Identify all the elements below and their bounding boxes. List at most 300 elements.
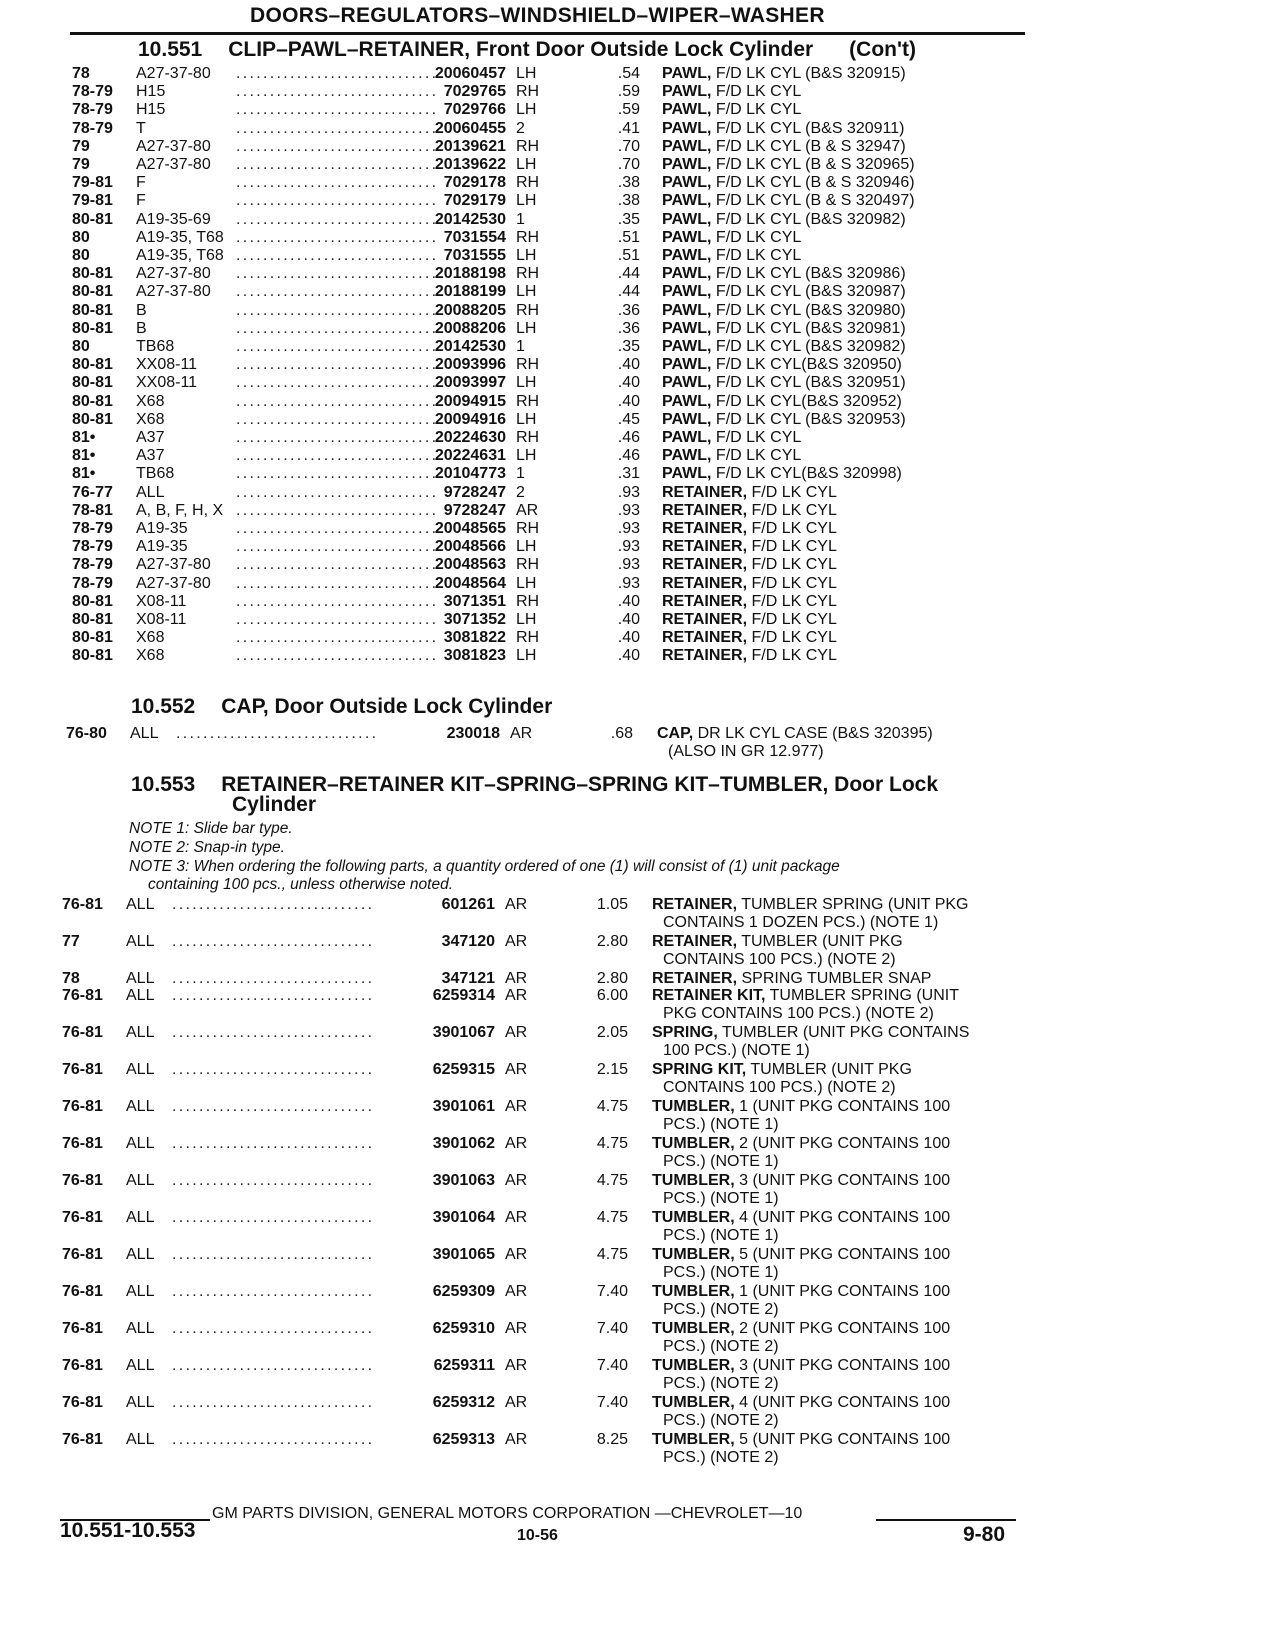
quantity: 2 bbox=[516, 119, 525, 137]
description-keyword: TUMBLER, bbox=[652, 1394, 735, 1411]
part-number: 20060457 bbox=[434, 65, 506, 82]
price: .68 bbox=[610, 725, 633, 742]
price: 7.40 bbox=[596, 1283, 628, 1300]
quantity: LH bbox=[516, 319, 537, 337]
quantity: AR bbox=[505, 1061, 528, 1078]
description bbox=[652, 1023, 969, 1042]
description-text: 5 (UNIT PKG CONTAINS 100 bbox=[734, 1431, 951, 1448]
description-keyword: PAWL, bbox=[662, 156, 712, 173]
part-row bbox=[0, 246, 1280, 265]
quantity: LH bbox=[516, 247, 537, 264]
part-row bbox=[0, 100, 1280, 119]
year-range: 80 bbox=[72, 247, 90, 264]
description bbox=[652, 1245, 950, 1264]
description-keyword: TUMBLER, bbox=[652, 1283, 735, 1300]
description-text: F/D LK CYL bbox=[747, 574, 837, 592]
description-keyword: RETAINER, bbox=[662, 629, 748, 647]
model-codes: ALL bbox=[126, 1283, 155, 1300]
part-row bbox=[0, 986, 1280, 1022]
model-codes: A27-37-80 bbox=[136, 556, 211, 574]
description bbox=[652, 1060, 912, 1079]
quantity: LH bbox=[516, 410, 537, 428]
description bbox=[662, 301, 906, 320]
quantity: AR bbox=[505, 1024, 528, 1041]
part-row bbox=[0, 392, 1280, 411]
description-keyword: PAWL, bbox=[662, 465, 712, 483]
part-number: 3071352 bbox=[443, 611, 506, 628]
part-number: 20139621 bbox=[434, 137, 506, 155]
description-keyword: PAWL, bbox=[662, 101, 712, 119]
description-text: F/D LK CYL(B&S 320998) bbox=[711, 465, 902, 483]
description bbox=[662, 319, 906, 338]
description-continued: PCS.) (NOTE 1) bbox=[663, 1264, 779, 1281]
dot-leader: .............................. bbox=[236, 247, 439, 264]
model-codes: F bbox=[136, 192, 146, 210]
year-range: 76-81 bbox=[62, 1135, 103, 1152]
section-552-heading bbox=[131, 695, 552, 719]
model-codes: ALL bbox=[126, 1024, 155, 1041]
description-text: 1 (UNIT PKG CONTAINS 100 bbox=[734, 1098, 951, 1115]
part-row bbox=[0, 428, 1280, 447]
quantity: AR bbox=[510, 725, 533, 742]
part-row bbox=[0, 1393, 1280, 1429]
description bbox=[662, 337, 906, 356]
quantity: AR bbox=[505, 1394, 528, 1411]
model-codes: A27-37-80 bbox=[136, 265, 211, 283]
description bbox=[662, 191, 915, 210]
description-text: F/D LK CYL bbox=[747, 520, 837, 537]
description-keyword: TUMBLER, bbox=[652, 1246, 735, 1263]
year-range: 78 bbox=[62, 970, 80, 987]
dot-leader: .............................. bbox=[236, 592, 439, 610]
quantity: LH bbox=[516, 156, 537, 173]
part-number: 20048565 bbox=[434, 520, 506, 537]
part-number: 20142530 bbox=[434, 210, 506, 228]
part-number: 20104773 bbox=[434, 465, 506, 483]
part-row bbox=[0, 519, 1280, 538]
price: .41 bbox=[617, 119, 640, 137]
quantity: RH bbox=[516, 301, 540, 319]
section-continued: (Con't) bbox=[849, 38, 916, 61]
year-range: 81• bbox=[72, 429, 96, 446]
year-range: 80-81 bbox=[72, 319, 113, 337]
part-number: 6259315 bbox=[432, 1061, 495, 1078]
part-number: 7031554 bbox=[443, 228, 506, 246]
description-keyword: PAWL, bbox=[662, 429, 712, 446]
description bbox=[652, 1282, 950, 1301]
price: 6.00 bbox=[596, 987, 628, 1004]
dot-leader: .............................. bbox=[236, 83, 439, 101]
model-codes: ALL bbox=[126, 970, 155, 987]
page-header-title: DOORS–REGULATORS–WINDSHIELD–WIPER–WASHER bbox=[250, 4, 825, 27]
price: .40 bbox=[617, 374, 640, 392]
description bbox=[662, 574, 837, 593]
description-text: F/D LK CYL bbox=[711, 247, 802, 264]
year-range: 79 bbox=[72, 137, 90, 155]
year-range: 76-81 bbox=[62, 1320, 103, 1337]
part-row bbox=[0, 1097, 1280, 1133]
section-553-heading bbox=[131, 773, 938, 817]
description bbox=[652, 986, 959, 1005]
part-number: 3071351 bbox=[443, 592, 506, 610]
part-row bbox=[0, 319, 1280, 338]
description-keyword: RETAINER, bbox=[652, 933, 738, 950]
part-row bbox=[0, 446, 1280, 465]
description-text: TUMBLER (UNIT PKG bbox=[746, 1061, 912, 1078]
quantity: RH bbox=[516, 174, 540, 192]
price: .38 bbox=[617, 192, 640, 210]
description bbox=[652, 895, 969, 914]
description-continued: PCS.) (NOTE 2) bbox=[663, 1449, 779, 1466]
description-text: F/D LK CYL (B & S 320946) bbox=[711, 174, 915, 192]
year-range: 80-81 bbox=[72, 392, 113, 410]
description bbox=[662, 100, 801, 119]
footer-date: 9-80 bbox=[963, 1523, 1006, 1546]
part-row bbox=[0, 355, 1280, 374]
description bbox=[662, 592, 837, 611]
model-codes: A37 bbox=[136, 429, 165, 446]
price: .40 bbox=[617, 647, 640, 665]
description-text: TUMBLER SPRING (UNIT PKG bbox=[737, 896, 969, 913]
part-row bbox=[0, 724, 1280, 760]
description-keyword: CAP, bbox=[657, 725, 694, 742]
price: .40 bbox=[617, 392, 640, 410]
dot-leader: .............................. bbox=[236, 174, 439, 192]
part-number: 230018 bbox=[446, 725, 500, 742]
description-keyword: PAWL, bbox=[662, 174, 712, 192]
description-keyword: TUMBLER, bbox=[652, 1357, 735, 1374]
description bbox=[662, 64, 906, 83]
description-text: F/D LK CYL bbox=[747, 483, 837, 501]
model-codes: A, B, F, H, X bbox=[136, 501, 224, 519]
description bbox=[662, 228, 801, 247]
quantity: AR bbox=[505, 1246, 528, 1263]
year-range: 76-81 bbox=[62, 1246, 103, 1263]
price: .35 bbox=[617, 338, 640, 355]
price: .70 bbox=[617, 137, 640, 155]
dot-leader: .............................. bbox=[172, 1394, 375, 1411]
model-codes: ALL bbox=[126, 933, 155, 950]
dot-leader: .............................. bbox=[236, 119, 439, 137]
description-text: 5 (UNIT PKG CONTAINS 100 bbox=[734, 1246, 951, 1263]
price: .93 bbox=[617, 538, 640, 556]
price: .40 bbox=[617, 592, 640, 610]
part-row bbox=[0, 228, 1280, 247]
part-row bbox=[0, 646, 1280, 665]
description-keyword: PAWL, bbox=[662, 65, 712, 82]
year-range: 80-81 bbox=[72, 265, 113, 283]
description-keyword: PAWL, bbox=[662, 374, 712, 392]
description-continued: PCS.) (NOTE 2) bbox=[663, 1301, 779, 1318]
year-range: 78-79 bbox=[72, 574, 113, 592]
model-codes: A27-37-80 bbox=[136, 156, 211, 173]
quantity: AR bbox=[505, 896, 528, 913]
dot-leader: .............................. bbox=[172, 1135, 375, 1152]
part-number: 20094915 bbox=[434, 392, 506, 410]
description-keyword: RETAINER, bbox=[662, 574, 748, 592]
description-text: F/D LK CYL bbox=[711, 83, 802, 101]
quantity: RH bbox=[516, 392, 540, 410]
price: .54 bbox=[617, 65, 640, 82]
description bbox=[662, 355, 902, 374]
model-codes: TB68 bbox=[136, 338, 175, 355]
model-codes: A19-35-69 bbox=[136, 210, 211, 228]
quantity: LH bbox=[516, 574, 537, 592]
price: .93 bbox=[617, 574, 640, 592]
part-row bbox=[0, 1282, 1280, 1318]
description-keyword: PAWL, bbox=[662, 210, 712, 228]
dot-leader: .............................. bbox=[172, 970, 375, 987]
footer-page-number: 10-56 bbox=[517, 1527, 558, 1544]
price: .45 bbox=[617, 410, 640, 428]
part-row bbox=[0, 301, 1280, 320]
year-range: 77 bbox=[62, 933, 80, 950]
description-keyword: RETAINER, bbox=[662, 611, 748, 628]
description-keyword: TUMBLER, bbox=[652, 1135, 735, 1152]
note-3-line2: containing 100 pcs., unless otherwise noted. bbox=[148, 876, 454, 893]
model-codes: ALL bbox=[126, 1357, 155, 1374]
part-row bbox=[0, 628, 1280, 647]
quantity: AR bbox=[505, 1098, 528, 1115]
description-text: F/D LK CYL(B&S 320950) bbox=[711, 356, 902, 374]
description-text: F/D LK CYL (B & S 320965) bbox=[711, 156, 915, 173]
description-continued: CONTAINS 100 PCS.) (NOTE 2) bbox=[663, 1079, 896, 1096]
description bbox=[662, 555, 837, 574]
footer-division: GM PARTS DIVISION, GENERAL MOTORS CORPORATION —CHEVROLET—10 bbox=[212, 1505, 803, 1522]
price: 7.40 bbox=[596, 1394, 628, 1411]
part-row bbox=[0, 264, 1280, 283]
model-codes: ALL bbox=[126, 1209, 155, 1226]
description bbox=[662, 264, 906, 283]
year-range: 80-81 bbox=[72, 611, 113, 628]
description bbox=[652, 1171, 950, 1190]
part-row bbox=[0, 932, 1280, 968]
model-codes: A19-35, T68 bbox=[136, 247, 224, 264]
description-text: F/D LK CYL (B&S 320953) bbox=[711, 410, 906, 428]
year-range: 76-81 bbox=[62, 896, 103, 913]
part-number: 20088206 bbox=[434, 319, 506, 337]
price: .93 bbox=[617, 520, 640, 537]
description-text: TUMBLER (UNIT PKG bbox=[737, 933, 903, 950]
year-range: 81• bbox=[72, 465, 96, 483]
part-number: 7031555 bbox=[443, 247, 506, 264]
part-row bbox=[0, 895, 1280, 931]
description-continued: CONTAINS 1 DOZEN PCS.) (NOTE 1) bbox=[663, 914, 939, 931]
description bbox=[662, 82, 801, 101]
price: .51 bbox=[617, 228, 640, 246]
description bbox=[652, 1134, 950, 1153]
description-continued: PKG CONTAINS 100 PCS.) (NOTE 2) bbox=[663, 1005, 934, 1022]
dot-leader: .............................. bbox=[172, 1098, 375, 1115]
model-codes: A37 bbox=[136, 447, 165, 465]
quantity: 2 bbox=[516, 483, 525, 501]
description bbox=[662, 392, 902, 411]
part-row bbox=[0, 173, 1280, 192]
description-continued: PCS.) (NOTE 1) bbox=[663, 1116, 779, 1133]
quantity: AR bbox=[505, 933, 528, 950]
part-number: 3901061 bbox=[432, 1098, 495, 1115]
description-text: F/D LK CYL (B&S 320981) bbox=[711, 319, 906, 337]
footer-rule-right bbox=[876, 1519, 1016, 1521]
year-range: 76-77 bbox=[72, 483, 113, 501]
section-number: 10.552 bbox=[131, 695, 196, 718]
part-number: 6259310 bbox=[432, 1320, 495, 1337]
description bbox=[662, 501, 837, 520]
dot-leader: .............................. bbox=[172, 1024, 375, 1041]
price: .93 bbox=[617, 483, 640, 501]
description bbox=[662, 628, 837, 647]
price: .46 bbox=[617, 429, 640, 446]
year-range: 78-79 bbox=[72, 119, 113, 137]
year-range: 80-81 bbox=[72, 374, 113, 392]
year-range: 80-81 bbox=[72, 210, 113, 228]
part-number: 20088205 bbox=[434, 301, 506, 319]
part-number: 3901063 bbox=[432, 1172, 495, 1189]
description-text: F/D LK CYL bbox=[747, 501, 837, 519]
model-codes: ALL bbox=[126, 1431, 155, 1448]
price: .70 bbox=[617, 156, 640, 173]
dot-leader: .............................. bbox=[236, 556, 439, 574]
description bbox=[662, 483, 837, 502]
quantity: AR bbox=[505, 970, 528, 987]
part-row bbox=[0, 464, 1280, 483]
year-range: 76-81 bbox=[62, 1283, 103, 1300]
part-row bbox=[0, 1356, 1280, 1392]
description-text: F/D LK CYL (B & S 320497) bbox=[711, 192, 915, 210]
model-codes: A19-35, T68 bbox=[136, 228, 224, 246]
description bbox=[662, 173, 915, 192]
description-keyword: PAWL, bbox=[662, 392, 712, 410]
price: .59 bbox=[617, 83, 640, 101]
part-number: 6259309 bbox=[432, 1283, 495, 1300]
year-range: 78-79 bbox=[72, 538, 113, 556]
model-codes: X68 bbox=[136, 629, 165, 647]
description-keyword: PAWL, bbox=[662, 247, 712, 264]
dot-leader: .............................. bbox=[236, 65, 439, 82]
year-range: 78-79 bbox=[72, 556, 113, 574]
dot-leader: .............................. bbox=[176, 725, 379, 742]
description bbox=[662, 119, 904, 138]
part-row bbox=[0, 574, 1280, 593]
note-3-line1: NOTE 3: When ordering the following parts, a quantity ordered of one (1) will consist of (1) unit package bbox=[129, 858, 840, 875]
year-range: 76-81 bbox=[62, 1394, 103, 1411]
part-number: 6259313 bbox=[432, 1431, 495, 1448]
description-keyword: PAWL, bbox=[662, 83, 712, 101]
price: 8.25 bbox=[596, 1431, 628, 1448]
model-codes: X08-11 bbox=[136, 592, 187, 610]
part-number: 9728247 bbox=[443, 501, 506, 519]
section-title: RETAINER–RETAINER KIT–SPRING–SPRING KIT–TUMBLER, Door Lock bbox=[221, 773, 939, 796]
description bbox=[662, 464, 902, 483]
description-text: DR LK CYL CASE (B&S 320395) bbox=[693, 725, 933, 742]
part-number: 20139622 bbox=[434, 156, 506, 173]
description-continued: PCS.) (NOTE 2) bbox=[663, 1412, 779, 1429]
description-keyword: RETAINER, bbox=[662, 483, 748, 501]
dot-leader: .............................. bbox=[172, 1246, 375, 1263]
quantity: RH bbox=[516, 429, 540, 446]
description-continued: PCS.) (NOTE 2) bbox=[663, 1338, 779, 1355]
part-number: 20093996 bbox=[434, 356, 506, 374]
year-range: 76-81 bbox=[62, 1431, 103, 1448]
section-number: 10.553 bbox=[131, 773, 196, 796]
part-number: 6259311 bbox=[433, 1357, 495, 1374]
model-codes: XX08-11 bbox=[136, 356, 198, 374]
price: .46 bbox=[617, 447, 640, 465]
description bbox=[652, 1319, 950, 1338]
description-keyword: PAWL, bbox=[662, 338, 712, 355]
description-text: 4 (UNIT PKG CONTAINS 100 bbox=[734, 1394, 951, 1411]
header-rule bbox=[70, 32, 1025, 35]
description-text: TUMBLER (UNIT PKG CONTAINS bbox=[717, 1024, 970, 1041]
part-number: 347120 bbox=[441, 933, 495, 950]
model-codes: ALL bbox=[126, 1394, 155, 1411]
description bbox=[652, 1208, 950, 1227]
quantity: AR bbox=[505, 1357, 528, 1374]
description bbox=[652, 1356, 950, 1375]
part-number: 7029766 bbox=[443, 101, 506, 119]
year-range: 78-79 bbox=[72, 101, 113, 119]
quantity: RH bbox=[516, 520, 540, 537]
price: 4.75 bbox=[596, 1098, 628, 1115]
model-codes: ALL bbox=[126, 987, 155, 1004]
quantity: LH bbox=[516, 611, 537, 628]
dot-leader: .............................. bbox=[236, 338, 439, 355]
price: .36 bbox=[617, 301, 640, 319]
part-number: 20093997 bbox=[434, 374, 506, 392]
description-text: F/D LK CYL bbox=[747, 592, 837, 610]
description bbox=[652, 1430, 950, 1449]
dot-leader: .............................. bbox=[236, 374, 439, 392]
part-row bbox=[0, 119, 1280, 138]
description-keyword: SPRING, bbox=[652, 1024, 718, 1041]
year-range: 78-79 bbox=[72, 520, 113, 537]
description-keyword: TUMBLER, bbox=[652, 1172, 735, 1189]
model-codes: ALL bbox=[126, 1246, 155, 1263]
part-row bbox=[0, 1208, 1280, 1244]
part-row bbox=[0, 1319, 1280, 1355]
part-row bbox=[0, 210, 1280, 229]
model-codes: X68 bbox=[136, 410, 165, 428]
price: 2.05 bbox=[596, 1024, 628, 1041]
description-text: 2 (UNIT PKG CONTAINS 100 bbox=[734, 1320, 951, 1337]
price: .51 bbox=[617, 247, 640, 264]
description-keyword: SPRING KIT, bbox=[652, 1061, 747, 1078]
part-number: 3901067 bbox=[432, 1024, 495, 1041]
part-number: 347121 bbox=[441, 970, 495, 987]
price: .31 bbox=[617, 465, 640, 483]
model-codes: A27-37-80 bbox=[136, 65, 211, 82]
year-range: 76-81 bbox=[62, 987, 103, 1004]
dot-leader: .............................. bbox=[236, 319, 439, 337]
description-keyword: PAWL, bbox=[662, 192, 712, 210]
dot-leader: .............................. bbox=[236, 137, 439, 155]
year-range: 80-81 bbox=[72, 301, 113, 319]
description-text: F/D LK CYL bbox=[711, 447, 802, 465]
dot-leader: .............................. bbox=[236, 520, 439, 537]
dot-leader: .............................. bbox=[236, 629, 439, 647]
description bbox=[662, 246, 801, 265]
part-number: 7029178 bbox=[443, 174, 506, 192]
price: 4.75 bbox=[596, 1135, 628, 1152]
part-row bbox=[0, 82, 1280, 101]
model-codes: ALL bbox=[136, 483, 165, 501]
part-row bbox=[0, 610, 1280, 629]
description-text: F/D LK CYL bbox=[747, 629, 837, 647]
quantity: RH bbox=[516, 228, 540, 246]
price: .44 bbox=[617, 265, 640, 283]
description-text: 2 (UNIT PKG CONTAINS 100 bbox=[734, 1135, 951, 1152]
year-range: 80-81 bbox=[72, 592, 113, 610]
